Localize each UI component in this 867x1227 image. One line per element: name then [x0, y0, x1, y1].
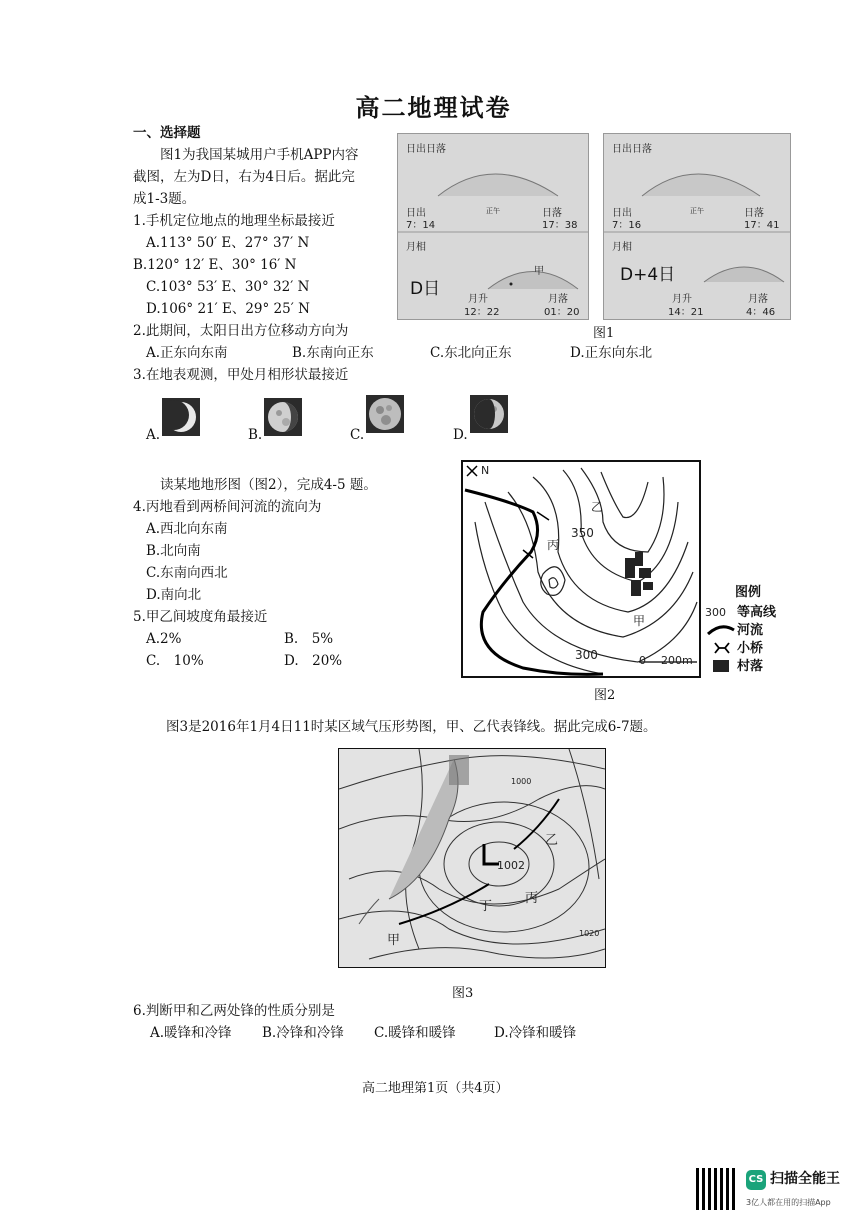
fig1-left-sunset-time: 17：38 [542, 220, 578, 231]
q6-stem: 6.判断甲和乙两处锋的性质分别是 [133, 1003, 335, 1019]
q3-option-b: B. [248, 427, 263, 443]
moon-gibbous-icon [264, 398, 302, 436]
q3-option-a: A. [146, 427, 161, 443]
fig2-yi: 乙 [591, 500, 604, 514]
q5-option-c: C. 10% [146, 653, 204, 669]
intro1-line1: 图1为我国某城用户手机APP内容 [160, 147, 359, 163]
intro1-line2: 截图，左为D日，右为4日后。据此完 [133, 169, 355, 185]
q2-option-c: C.东北向正东 [430, 345, 512, 361]
fig1-left-sunrise-time: 7：14 [406, 220, 436, 231]
fig1-left-moonrise-label: 月升 [468, 294, 488, 305]
q4-option-d: D.南向北 [146, 587, 202, 603]
q6-option-d: D.冷锋和暖锋 [494, 1025, 577, 1041]
fig1-right-sun-header: 日出日落 [612, 144, 652, 155]
fig1-day-label-d4: D+4日 [620, 265, 676, 285]
q1-stem: 1.手机定位地点的地理坐标最接近 [133, 213, 335, 229]
fig1-left-sunset-label: 日落 [542, 208, 562, 219]
fig1-left-moonset-label: 月落 [548, 294, 568, 305]
fig3-bing: 丙 [525, 891, 539, 906]
q2-option-d: D.正东向东北 [570, 345, 653, 361]
fig1-left-moonset-time: 01：20 [544, 307, 580, 318]
q1-option-b: B.120° 12′ E、30° 16′ N [133, 257, 297, 273]
fig2-topo-map [461, 460, 701, 678]
fig1-right-moonset-time: 4：46 [746, 307, 776, 318]
fig3-pressure-map [338, 748, 606, 968]
fig2-caption: 图2 [594, 688, 616, 703]
fig2-legend-title: 图例 [735, 585, 762, 600]
qr-code-icon [696, 1168, 738, 1210]
fig1-right-sunrise-time: 7：16 [612, 220, 642, 231]
fig3-isobar-1002: 1002 [497, 859, 525, 872]
fig2-scale-label: 200m [661, 654, 693, 667]
fig2-legend-contour-number: 300 [705, 606, 726, 619]
fig2-legend-bridge: 小桥 [737, 641, 764, 656]
fig1-left-jia: 甲 [534, 266, 544, 277]
moon-full-icon [366, 395, 404, 433]
q3-option-c: C. [350, 427, 365, 443]
fig2-legend-village: 村落 [737, 659, 764, 674]
fig2-scale-zero: 0 [639, 654, 646, 667]
q5-option-a: A.2% [146, 631, 182, 647]
page-footer: 高二地理第1页（共4页） [362, 1081, 509, 1096]
fig3-isobar-1000: 1000 [511, 777, 532, 786]
q1-option-d: D.106° 21′ E、29° 25′ N [146, 301, 310, 317]
fig1-caption: 图1 [593, 326, 615, 341]
intro1-line3: 成1-3题。 [133, 191, 196, 207]
fig3-caption: 图3 [452, 986, 474, 1001]
q3-stem: 3.在地表观测，甲处月相形状最接近 [133, 367, 349, 383]
village-legend-icon [713, 660, 729, 672]
fig1-right-moonrise-label: 月升 [672, 294, 692, 305]
camscanner-logo: CS [746, 1170, 766, 1190]
fig1-left-noon: 正午 [486, 207, 500, 215]
intro2: 读某地地形图（图2），完成4-5 题。 [160, 477, 377, 493]
fig2-contour-350: 350 [571, 526, 594, 540]
fig1-right-sunrise-label: 日出 [612, 208, 632, 219]
q1-option-a: A.113° 50′ E、27° 37′ N [146, 235, 310, 251]
fig1-right-moonset-label: 月落 [748, 294, 768, 305]
fig1-left-panel [397, 133, 589, 320]
q5-option-b: B. 5% [284, 631, 334, 647]
fig3-yi: 乙 [545, 833, 559, 848]
fig3-ding: 丁 [479, 899, 493, 914]
q6-option-b: B.冷锋和冷锋 [262, 1025, 344, 1041]
fig1-right-moon-header: 月相 [612, 242, 632, 253]
fig1-left-sun-header: 日出日落 [406, 144, 446, 155]
q4-option-a: A.西北向东南 [146, 521, 228, 537]
fig1-right-sunset-time: 17：41 [744, 220, 780, 231]
q1-option-c: C.103° 53′ E、30° 32′ N [146, 279, 310, 295]
fig1-right-sunset-label: 日落 [744, 208, 764, 219]
fig2-contour-300: 300 [575, 648, 598, 662]
q6-option-a: A.暖锋和冷锋 [150, 1025, 232, 1041]
q4-option-b: B.北向南 [146, 543, 201, 559]
page-title: 高二地理试卷 [355, 93, 512, 122]
fig2-bing: 丙 [547, 538, 560, 552]
fig3-isobar-1020: 1020 [579, 929, 600, 938]
fig1-left-moon-header: 月相 [406, 242, 426, 253]
q2-option-b: B.东南向正东 [292, 345, 374, 361]
fig1-right-panel [603, 133, 791, 320]
fig1-right-moonrise-time: 14：21 [668, 307, 704, 318]
fig1-left-moonrise-time: 12：22 [464, 307, 500, 318]
scanner-name: 扫描全能王 [770, 1171, 840, 1187]
moon-waning-icon [470, 395, 508, 433]
q6-option-c: C.暖锋和暖锋 [374, 1025, 456, 1041]
fig2-jia: 甲 [633, 614, 646, 628]
scanner-tagline: 3亿人都在用的扫描App [746, 1198, 831, 1207]
section-heading: 一、选择题 [133, 125, 201, 141]
moon-crescent-icon [162, 398, 200, 436]
q5-stem: 5.甲乙间坡度角最接近 [133, 609, 268, 625]
fig2-legend-contour: 等高线 [737, 605, 777, 620]
fig3-jia: 甲 [387, 933, 401, 948]
q3-option-d: D. [453, 427, 468, 443]
fig1-right-noon: 正午 [690, 207, 704, 215]
q5-option-d: D. 20% [284, 653, 343, 669]
fig2-north: N [481, 464, 490, 477]
fig1-day-label-d: D日 [410, 279, 441, 299]
q4-stem: 4.丙地看到两桥间河流的流向为 [133, 499, 322, 515]
fig2-legend-river: 河流 [737, 623, 764, 638]
river-legend-icon [706, 622, 736, 638]
q4-option-c: C.东南向西北 [146, 565, 228, 581]
q2-stem: 2.此期间，太阳日出方位移动方向为 [133, 323, 349, 339]
bridge-legend-icon [712, 641, 732, 655]
intro3: 图3是2016年1月4日11时某区域气压形势图，甲、乙代表锋线。据此完成6-7题。 [166, 719, 657, 735]
q2-option-a: A.正东向东南 [146, 345, 228, 361]
fig1-left-sunrise-label: 日出 [406, 208, 426, 219]
